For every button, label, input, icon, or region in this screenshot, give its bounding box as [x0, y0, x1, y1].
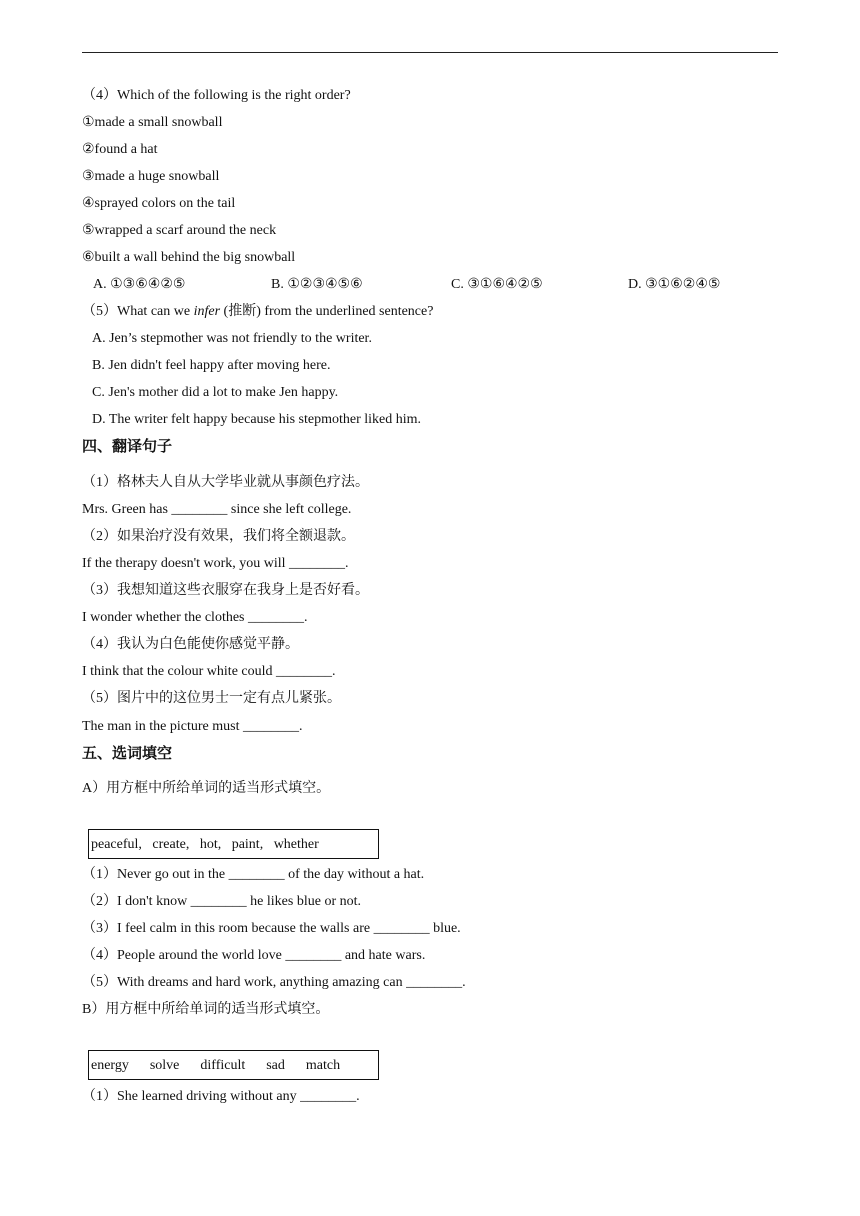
q4-item-5: ⑤wrapped a scarf around the neck	[82, 223, 277, 238]
section4-heading: 四、翻译句子	[82, 437, 173, 455]
section5-partA-item-5: （5）With dreams and hard work, anything amazing can ________.	[82, 975, 466, 990]
section4-item-4-en: I think that the colour white could ________.	[82, 664, 336, 679]
word-box-a-text: peaceful, create, hot, paint, whether	[91, 837, 319, 852]
q4-item-6: ⑥built a wall behind the big snowball	[82, 250, 296, 265]
section5-partB-item-1: （1）She learned driving without any ________.	[82, 1089, 360, 1104]
q5-stem-prefix: （5）What can we	[82, 304, 194, 319]
word-box-a	[88, 829, 379, 859]
q5-option-b: B. Jen didn't feel happy after moving here.	[92, 358, 331, 373]
section4-item-5-en: The man in the picture must ________.	[82, 719, 303, 734]
section5-partA-item-3: （3）I feel calm in this room because the walls are ________ blue.	[82, 921, 461, 936]
section4-item-2-en: If the therapy doesn't work, you will ________.	[82, 556, 349, 571]
q5-stem	[82, 303, 433, 321]
section5-heading: 五、选词填空	[82, 744, 173, 762]
section5-partA-item-1: （1）Never go out in the ________ of the day without a hat.	[82, 867, 425, 882]
section4-item-5-cn: （5）图片中的这位男士一定有点儿紧张。	[82, 691, 341, 706]
q4-item-1: ①made a small snowball	[82, 115, 223, 130]
q4-option-b: B. ①②③④⑤⑥	[271, 277, 363, 292]
q4-option-d: D. ③①⑥②④⑤	[628, 277, 721, 292]
section4-item-4-cn: （4）我认为白色能使你感觉平静。	[82, 637, 299, 652]
q5-stem-italic: infer	[193, 304, 221, 319]
q5-option-a: A. Jen’s stepmother was not friendly to the writer.	[92, 331, 372, 346]
q4-item-3: ③made a huge snowball	[82, 169, 220, 184]
word-box-b	[88, 1050, 379, 1080]
section5-partB-instruction: B）用方框中所给单词的适当形式填空。	[82, 1002, 330, 1017]
word-box-b-text: energy solve difficult sad match	[91, 1058, 341, 1073]
q5-option-c: C. Jen's mother did a lot to make Jen happy.	[92, 385, 339, 400]
q4-item-4: ④sprayed colors on the tail	[82, 196, 236, 211]
q4-option-a: A. ①③⑥④②⑤	[93, 277, 186, 292]
q4-item-2: ②found a hat	[82, 142, 158, 157]
q4-option-c: C. ③①⑥④②⑤	[451, 277, 543, 292]
section4-item-1-cn: （1）格林夫人自从大学毕业就从事颜色疗法。	[82, 475, 369, 490]
section4-item-3-cn: （3）我想知道这些衣服穿在我身上是否好看。	[82, 583, 369, 598]
section5-partA-instruction: A）用方框中所给单词的适当形式填空。	[82, 781, 331, 796]
section4-item-1-en: Mrs. Green has ________ since she left college.	[82, 502, 352, 517]
header-rule	[82, 52, 778, 53]
section4-item-2-cn: （2）如果治疗没有效果，我们将全额退款。	[82, 529, 355, 544]
section4-item-3-en: I wonder whether the clothes ________.	[82, 610, 308, 625]
section5-partA-item-4: （4）People around the world love ________ and hate wars.	[82, 948, 426, 963]
section5-partA-item-2: （2）I don't know ________ he likes blue or not.	[82, 894, 361, 909]
q4-stem: （4）Which of the following is the right order?	[82, 88, 351, 103]
q5-option-d: D. The writer felt happy because his stepmother liked him.	[92, 412, 422, 427]
q5-stem-suffix: (推断) from the underlined sentence?	[220, 304, 434, 319]
